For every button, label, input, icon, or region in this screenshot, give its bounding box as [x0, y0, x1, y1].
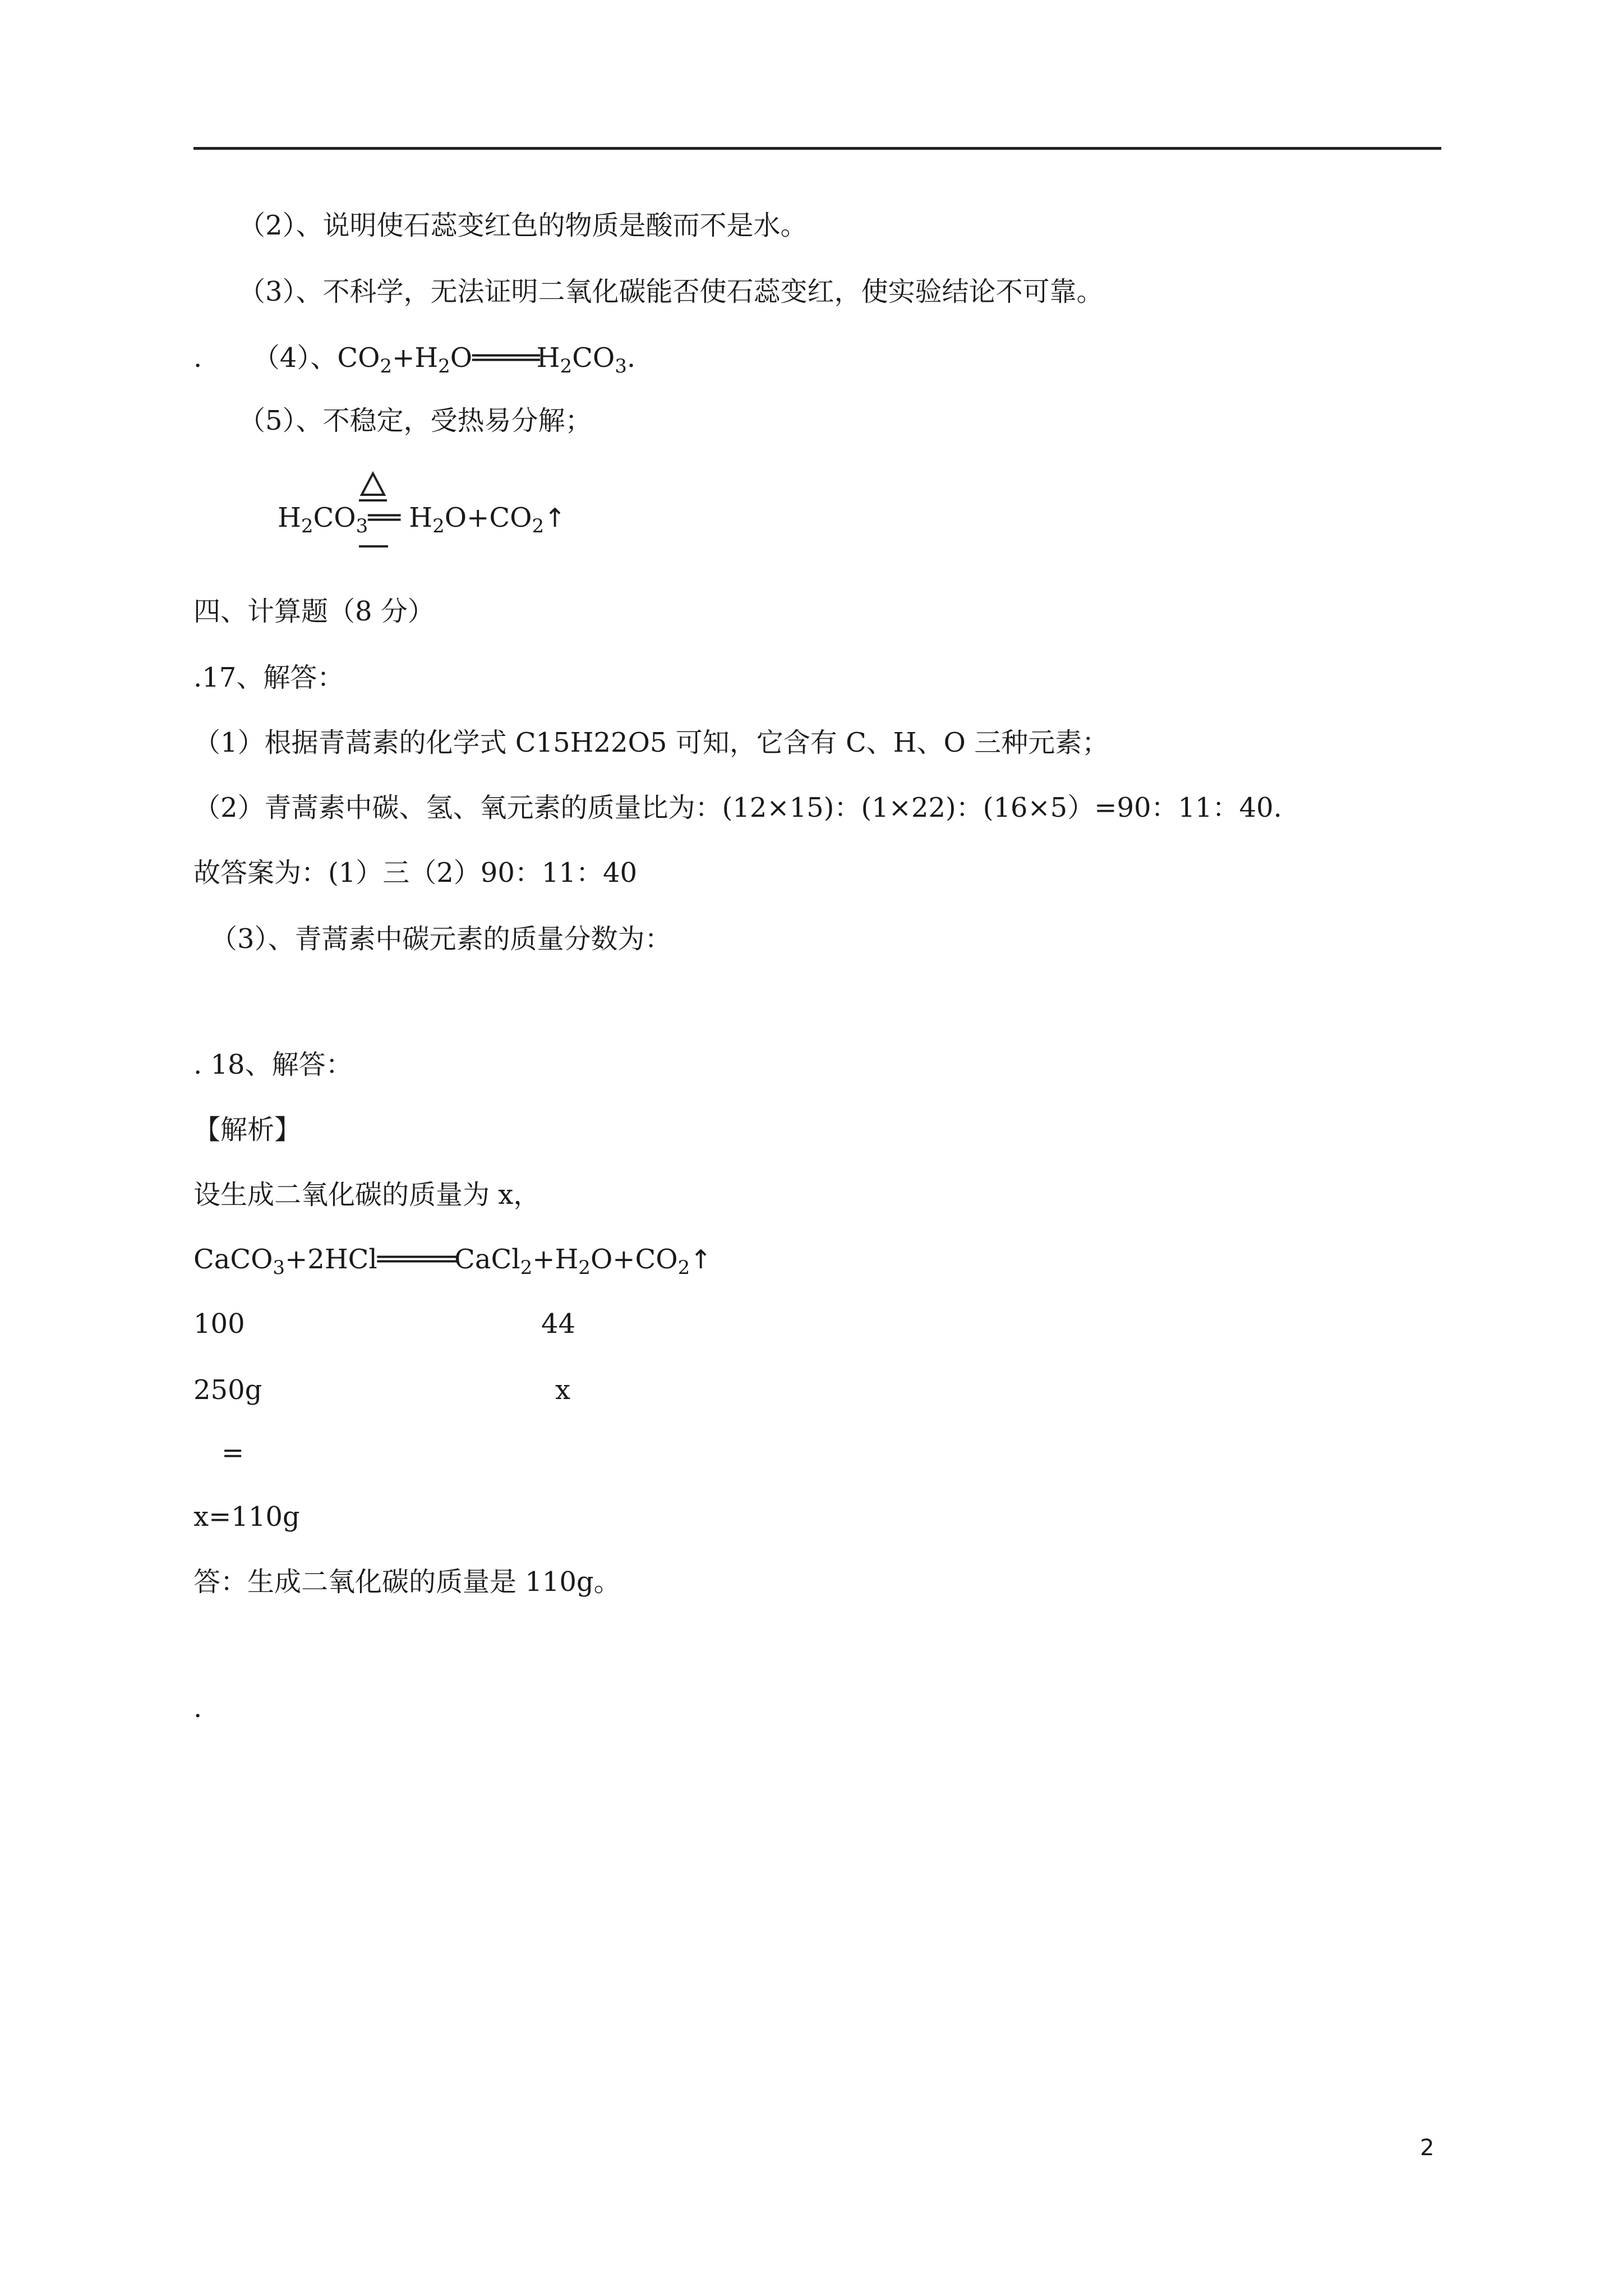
answer-item-4 — [193, 341, 636, 378]
subscript: 2 — [438, 355, 450, 378]
equation-co3: CO — [572, 342, 615, 374]
ratio-left-1: 100 — [193, 1308, 245, 1340]
subscript: 2 — [560, 355, 573, 378]
equation-cacl: CaCl — [454, 1244, 520, 1275]
equation-co: CO — [337, 342, 380, 374]
analysis-label: 【解析】 — [193, 1114, 302, 1145]
question-18-heading: . 18、解答： — [193, 1049, 353, 1080]
gas-arrow-icon: ↑ — [690, 1244, 712, 1274]
question-17-heading: .17、解答： — [193, 662, 344, 693]
subscript: 2 — [677, 1257, 690, 1279]
equation-end: . — [626, 342, 636, 374]
equation-plus-h: +H — [392, 342, 439, 374]
equation-equals: ═════ — [472, 342, 537, 374]
answer-item-3: （3）、不科学，无法证明二氧化碳能否使石蕊变红，使实验结论不可靠。 — [238, 276, 1104, 307]
subscript: 3 — [273, 1257, 285, 1279]
equation-caco: CaCO — [193, 1244, 273, 1275]
trailing-dot: . — [193, 1692, 202, 1724]
item-4-number: （4）、 — [252, 342, 338, 374]
equation-o-co: O+CO — [590, 1244, 678, 1275]
page-number: 2 — [1420, 2135, 1435, 2161]
question-17-part-1: （1）根据青蒿素的化学式 C15H22O5 可知，它含有 C、H、O 三种元素； — [193, 727, 1109, 758]
ratio-right-2: x — [555, 1374, 571, 1406]
decomposition-equation — [278, 501, 566, 535]
equation-co: CO — [313, 502, 356, 533]
subscript: 3 — [356, 515, 368, 537]
subscript: 2 — [532, 515, 545, 537]
equation-o-co: O+CO — [444, 502, 532, 533]
answer-item-2: （2）、说明使石蕊变红色的物质是酸而不是水。 — [238, 210, 808, 241]
equation-h: H — [409, 502, 433, 533]
equation-equals: ══ — [368, 502, 401, 533]
reaction-equation — [193, 1243, 712, 1279]
subscript: 2 — [380, 355, 393, 378]
equals-sign: = — [222, 1437, 245, 1469]
item-4-dot: . — [193, 342, 202, 374]
question-17-part-2: （2）青蒿素中碳、氢、氧元素的质量比为：(12×15)：(1×22)：(16×5）=90：11：40. — [193, 792, 1282, 823]
let-statement: 设生成二氧化碳的质量为 x， — [193, 1179, 541, 1211]
result: x=110g — [193, 1501, 300, 1533]
subscript: 2 — [301, 515, 313, 537]
equation-equals: ══════ — [377, 1244, 455, 1275]
equation-h: H — [278, 502, 301, 533]
subscript: 2 — [432, 515, 445, 537]
equation-hcl: +2HCl — [285, 1244, 377, 1275]
heat-triangle-icon — [359, 470, 387, 504]
equation-o: O — [450, 342, 473, 374]
equation-h: H — [536, 342, 560, 374]
question-17-part-3: （3）、青蒿素中碳元素的质量分数为： — [210, 923, 672, 955]
subscript: 3 — [615, 355, 627, 378]
subscript: 2 — [520, 1257, 533, 1279]
final-answer: 答：生成二氧化碳的质量是 110g。 — [193, 1566, 621, 1598]
condition-underline — [359, 545, 388, 547]
ratio-right-1: 44 — [541, 1308, 576, 1340]
section-heading: 四、计算题（8 分） — [193, 596, 435, 627]
question-17-answer: 故答案为：(1）三（2）90：11：40 — [193, 857, 638, 889]
header-rule — [193, 147, 1441, 150]
ratio-left-2: 250g — [193, 1374, 262, 1406]
subscript: 2 — [578, 1257, 591, 1279]
gas-arrow-icon: ↑ — [544, 503, 566, 533]
answer-item-5: （5）、不稳定，受热易分解； — [238, 405, 592, 436]
equation-plus-h: +H — [532, 1244, 579, 1275]
